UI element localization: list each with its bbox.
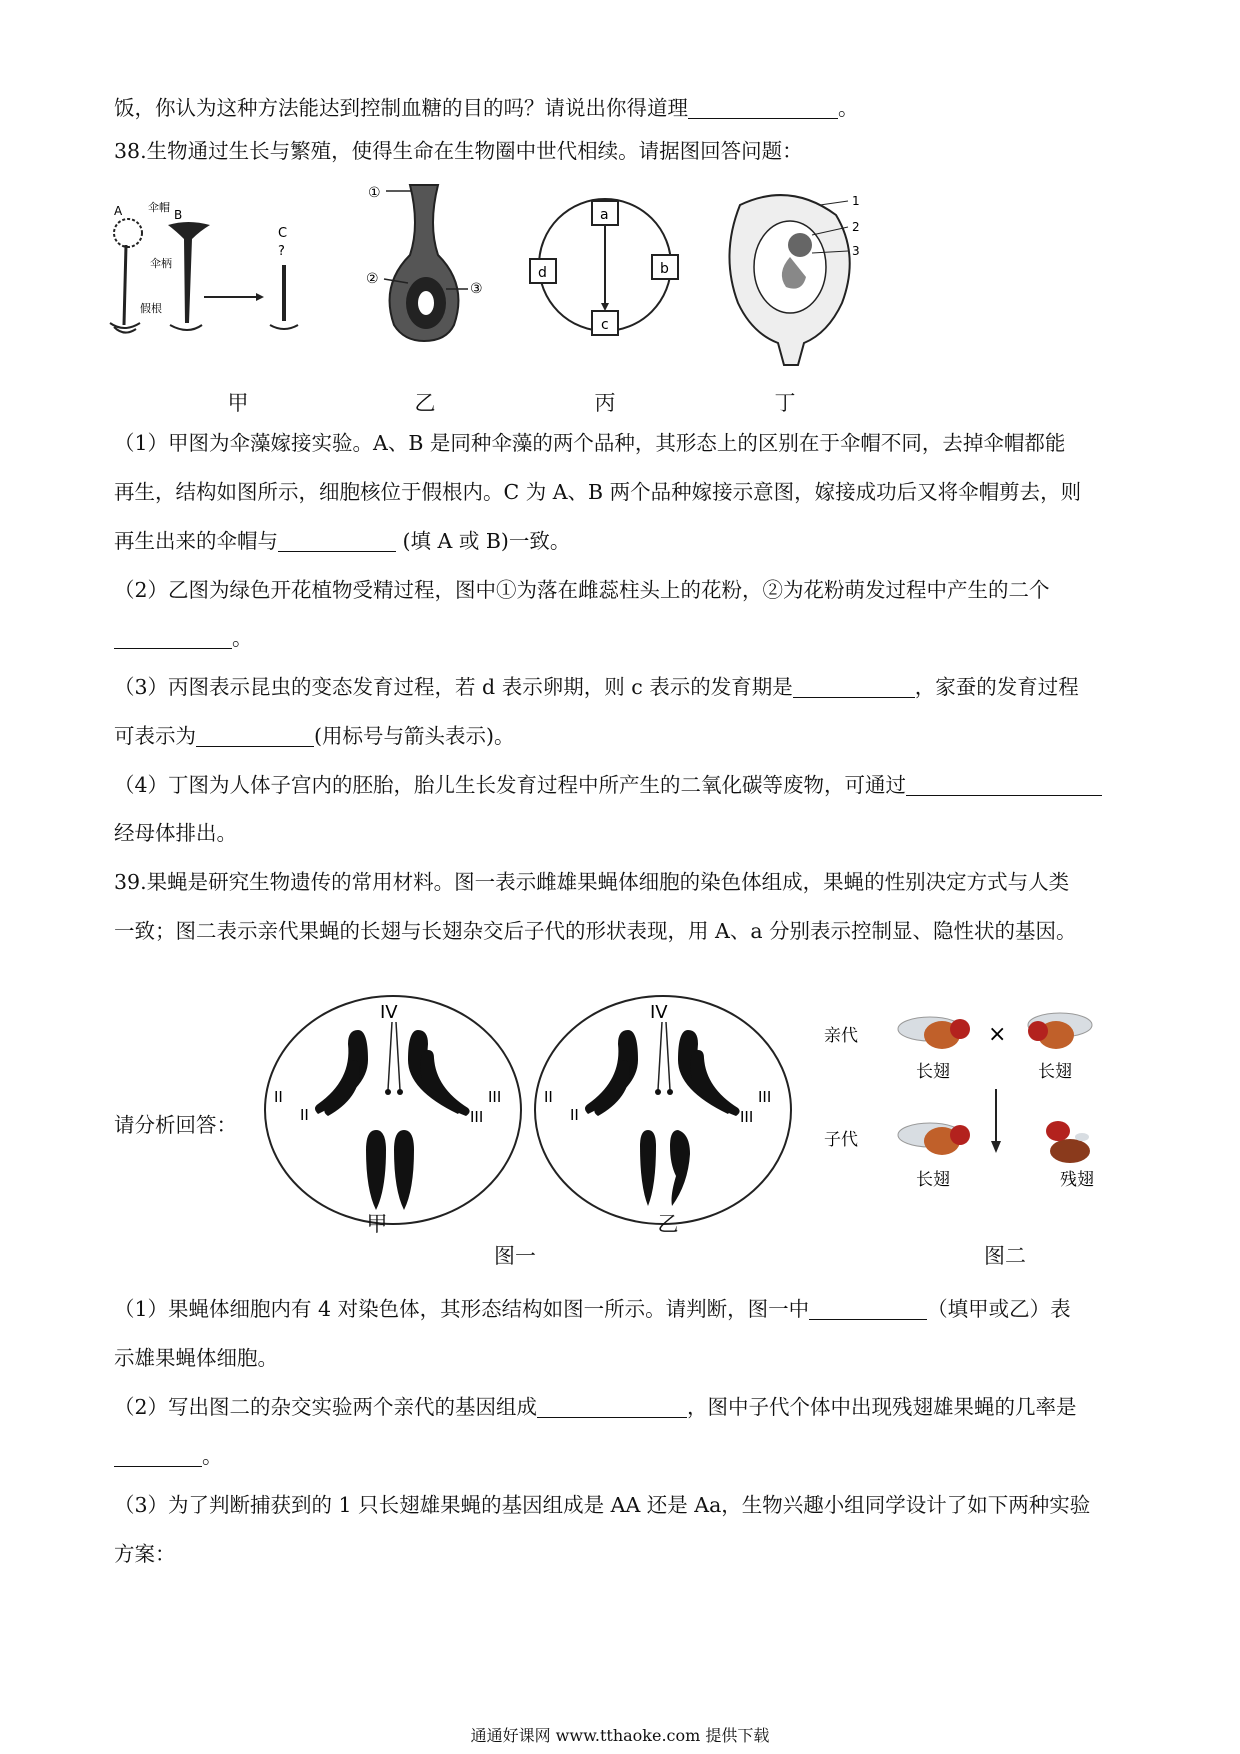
fly-long-wing-icon [1028,1013,1092,1049]
stage-a: a [600,207,609,223]
fig2-label: 图二 [984,1244,1026,1268]
offspring-label: 子代 [824,1130,858,1150]
question-line: （2）乙图为绿色开花植物受精过程，图中①为落在雌蕊柱头上的花粉，②为花粉萌发过程中产生的二个 [114,578,1050,602]
svg-text:③: ③ [470,281,483,297]
svg-text:3: 3 [852,244,860,258]
question-line: （3）丙图表示昆虫的变态发育过程，若 d 表示卵期，则 c 表示的发育期是 ，家蚕的发育过程 [114,675,1079,699]
fig38-yi-fertilization [366,185,483,341]
cell-label-jia: 甲 [366,1212,388,1236]
answer-blank[interactable] [809,1297,927,1320]
question-line: （3）为了判断捕获到的 1 只长翅雄果蝇的基因组成是 AA 还是 Aa，生物兴趣小组同学设计了如下两种实验 [114,1493,1091,1517]
question-line: 一致；图二表示亲代果蝇的长翅与长翅杂交后子代的形状表现，用 A、a 分别表示控制显、隐性状的基因。 [114,919,1077,943]
svg-text:残翅: 残翅 [1060,1170,1094,1190]
figure-39-cross [820,985,1140,1225]
svg-text:II: II [300,1106,309,1124]
svg-text:III: III [470,1108,484,1126]
svg-text:1: 1 [852,194,860,208]
svg-text:IV: IV [650,1002,668,1023]
question-line: （2）写出图二的杂交实验两个亲代的基因组成 ，图中子代个体中出现残翅雄果蝇的几率是 [114,1395,1077,1419]
fig38-bing-cycle [530,199,678,335]
label-B: B [174,208,183,222]
svg-text:III: III [740,1108,754,1126]
answer-blank[interactable] [114,626,232,649]
question-line: 饭，你认为这种方法能达到控制血糖的目的吗？请说出你得道理 。 [114,96,859,120]
question-line: 可表示为 (用标号与箭头表示)。 [114,724,515,748]
answer-blank[interactable] [688,96,838,119]
label-A: A [114,204,123,218]
question-line: （1）果蝇体细胞内有 4 对染色体，其形态结构如图一所示。请判断，图一中 （填甲或乙）表 [114,1297,1071,1321]
answer-blank[interactable] [537,1395,687,1418]
question-line: （4）丁图为人体子宫内的胚胎，胎儿生长发育过程中所产生的二氧化碳等废物，可通过 [114,770,1102,800]
fig-label-jia: 甲 [227,391,249,415]
cell-label-yi: 乙 [657,1212,679,1236]
stage-b: b [660,261,669,277]
svg-text:长翅: 长翅 [1038,1062,1072,1082]
svg-text:III: III [488,1088,502,1106]
stage-d: d [538,265,547,281]
figure-39-chromosomes [258,990,808,1230]
question-line: （1）甲图为伞藻嫁接实验。A、B 是同种伞藻的两个品种，其形态上的区别在于伞帽不同，去掉伞帽都能 [114,431,1066,455]
figure-38 [100,175,980,375]
svg-text:长翅: 长翅 [916,1062,950,1082]
fig-label-ding: 丁 [774,391,796,415]
label-rhizoid: 假根 [140,302,162,315]
question-line: 经母体排出。 [114,821,237,845]
fig38-ding-uterus [729,194,859,365]
page-footer: 通通好课网 www.tthaoke.com 提供下载 [470,1726,770,1745]
question-line: 示雄果蝇体细胞。 [114,1346,278,1370]
answer-blank[interactable] [793,675,915,698]
cell-yi [535,996,791,1224]
answer-blank[interactable] [196,724,314,747]
question-line: 请分析回答： [114,1113,237,1137]
question-39-stem: 39.果蝇是研究生物遗传的常用材料。图一表示雌雄果蝇体细胞的染色体组成，果蝇的性别决定方式与人类 [114,870,1070,894]
label-C: C [278,226,288,241]
fly-long-wing-icon [898,1123,970,1155]
fig-label-yi: 乙 [414,391,436,415]
fig-label-bing: 丙 [594,391,616,415]
cell-jia [265,996,521,1224]
fly-vestigial-wing-icon [1046,1121,1090,1163]
question-line: 再生，结构如图所示，细胞核位于假根内。C 为 A、B 两个品种嫁接示意图，嫁接成功后又将伞帽剪去，则 [114,480,1082,504]
stage-c: c [601,317,609,333]
svg-text:②: ② [366,271,379,287]
question-line: 。 [114,1441,223,1471]
parent-label: 亲代 [824,1026,858,1046]
svg-text:长翅: 长翅 [916,1170,950,1190]
fly-long-wing-icon [898,1017,970,1049]
fig1-label: 图一 [494,1244,536,1268]
label-stalk: 伞柄 [150,257,172,270]
svg-text:III: III [758,1088,772,1106]
svg-text:II: II [544,1088,553,1106]
answer-blank[interactable] [278,529,396,552]
label-cap: 伞帽 [148,201,170,214]
cross-symbol: × [988,1022,1007,1047]
question-line: 再生出来的伞帽与 (填 A 或 B)一致。 [114,529,571,553]
answer-blank[interactable] [906,773,1102,796]
svg-text:IV: IV [380,1002,398,1023]
svg-text:2: 2 [852,220,860,234]
svg-text:II: II [274,1088,283,1106]
question-38-stem: 38.生物通过生长与繁殖，使得生命在生物圈中世代相续。请据图回答问题： [114,139,803,163]
fig38-jia-acetabularia [110,200,298,333]
svg-text:①: ① [368,185,381,201]
answer-blank[interactable] [114,1444,202,1467]
question-line: 。 [114,623,253,653]
svg-text:II: II [570,1106,579,1124]
question-line: 方案： [114,1542,176,1566]
label-question: ? [278,244,285,259]
